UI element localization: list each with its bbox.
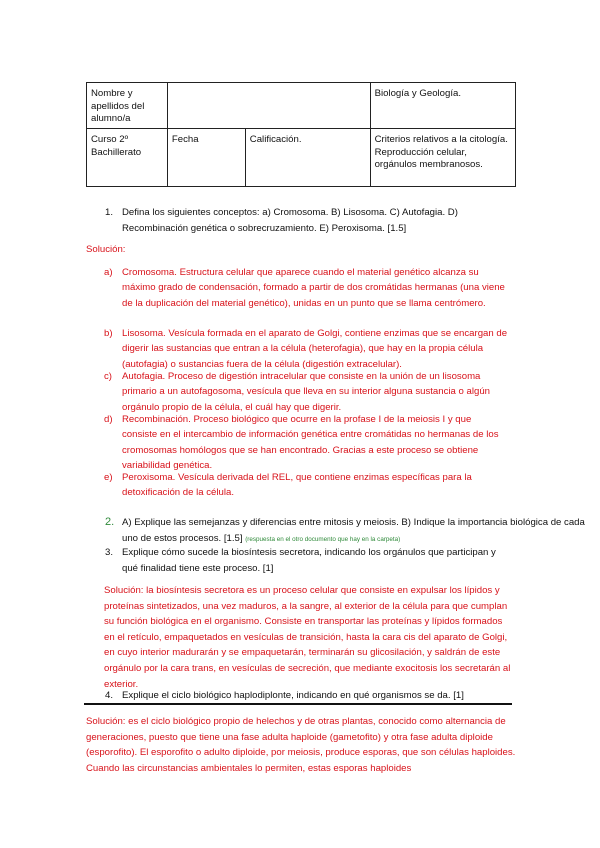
question-text: Explique cómo sucede la biosíntesis secretora, indicando los orgánulos que participan y qué finalidad tiene este proceso. [1] — [122, 547, 496, 574]
solution-item-c — [104, 369, 508, 415]
solution-label: Solución: — [86, 244, 126, 255]
solution-item-d — [104, 412, 508, 473]
item-letter: d) — [104, 414, 113, 425]
question-3 — [105, 545, 512, 576]
name-label-cell: Nombre y apellidos del alumno/a — [87, 83, 168, 129]
item-text: Peroxisoma. Vesícula derivada del REL, que contiene enzimas específicas para la detoxificación de la célula. — [122, 472, 472, 499]
course-cell: Curso 2º Bachillerato — [87, 129, 168, 187]
question-2 — [105, 515, 596, 547]
q4-solution: Solución: es el ciclo biológico propio de helechos y de otras plantas, conocido como alternancia de generaciones, puesto que tiene una fase adulta haploide (gametofito) y otra fase adulta diploide (esporofito). El esporofito o adulto diploide, por meiosis, produce esporas, que son células haploides. Cuando las circunstancias ambientales lo permiten, estas esporas haploides — [86, 716, 516, 774]
question-number: 2. — [105, 516, 115, 528]
item-text: Cromosoma. Estructura celular que aparece cuando el material genético alcanza su máximo grado de condensación, formado a partir de dos cromátidas hermanas (una viene de la duplicación del material genético), unidas en un punto que se llama centrómero. — [122, 267, 505, 309]
question-number: 4. — [105, 690, 114, 701]
question-text: Explique el ciclo biológico haplodiplonte, indicando en qué organismos se da. [1] — [122, 690, 464, 701]
item-text: Recombinación. Proceso biológico que ocurre en la profase I de la meiosis I y que consiste en el intercambio de información genética entre cromátidas no hermanas de los cromosomas homólogos que se han encontrado. Gracias a este proceso se obtiene variabilidad genética. — [122, 414, 499, 471]
q3-solution: Solución: la biosíntesis secretora es un proceso celular que consiste en expulsar los lípidos y proteínas sintetizados, una vez maduros, a la sangre, al exterior de la célula para que cumplan su función biológica en el organismo. Consiste en transportar las proteínas y lípidos formados en el retículo, empaquetados en vesículas de transición, hasta la cara cis del aparato de Golgi, en cuyo interior madurarán y se empaquetarán, terminarán su glicosilación, y saldrán de este orgánulo por la cara trans, en vesículas de secreción, que mediante exocitosis los secretarán al exterior. — [104, 585, 511, 690]
item-letter: b) — [104, 328, 113, 339]
question-text: Defina los siguientes conceptos: a) Cromosoma. B) Lisosoma. C) Autofagia. D) Recombinación genética o sobrecruzamiento. E) Peroxisoma. [1.5] — [122, 207, 458, 234]
grade-cell: Calificación. — [245, 129, 370, 187]
section-divider — [84, 703, 512, 705]
question-text: A) Explique las semejanzas y diferencias entre mitosis y meiosis. B) Indique la importancia biológica de cada uno de estos procesos. [1.5] — [122, 517, 585, 544]
solution-item-a — [104, 265, 508, 311]
criteria-cell: Criterios relativos a la citología. Reproducción celular, orgánulos membranosos. — [370, 129, 515, 187]
item-letter: e) — [104, 472, 113, 483]
header-table — [86, 82, 516, 187]
item-text: Lisosoma. Vesícula formada en el aparato de Golgi, contiene enzimas que se encargan de digerir las sustancias que entran a la célula (heterofagia), que hay en la propia célula (autofagia) o sustancias fuera de la célula (digestión extracelular). — [122, 328, 508, 370]
subject-cell: Biología y Geología. — [370, 83, 515, 129]
solution-item-e — [104, 470, 508, 501]
date-cell: Fecha — [167, 129, 245, 187]
question-number: 3. — [105, 547, 114, 558]
item-letter: c) — [104, 371, 112, 382]
question-1 — [105, 205, 502, 236]
item-text: Autofagia. Proceso de digestión intracelular que consiste en la unión de un lisosoma primario a un autofagosoma, vesícula que lleva en su interior alguna sustancia o algún orgánulo propio de la célula, el cuál hay que digerir. — [122, 371, 490, 413]
question-number: 1. — [105, 207, 114, 218]
answer-note: (respuesta en el otro documento que hay en la carpeta) — [245, 535, 401, 543]
question-4 — [105, 688, 512, 704]
solution-item-b — [104, 326, 508, 372]
item-letter: a) — [104, 267, 113, 278]
name-value-cell[interactable] — [167, 83, 370, 129]
